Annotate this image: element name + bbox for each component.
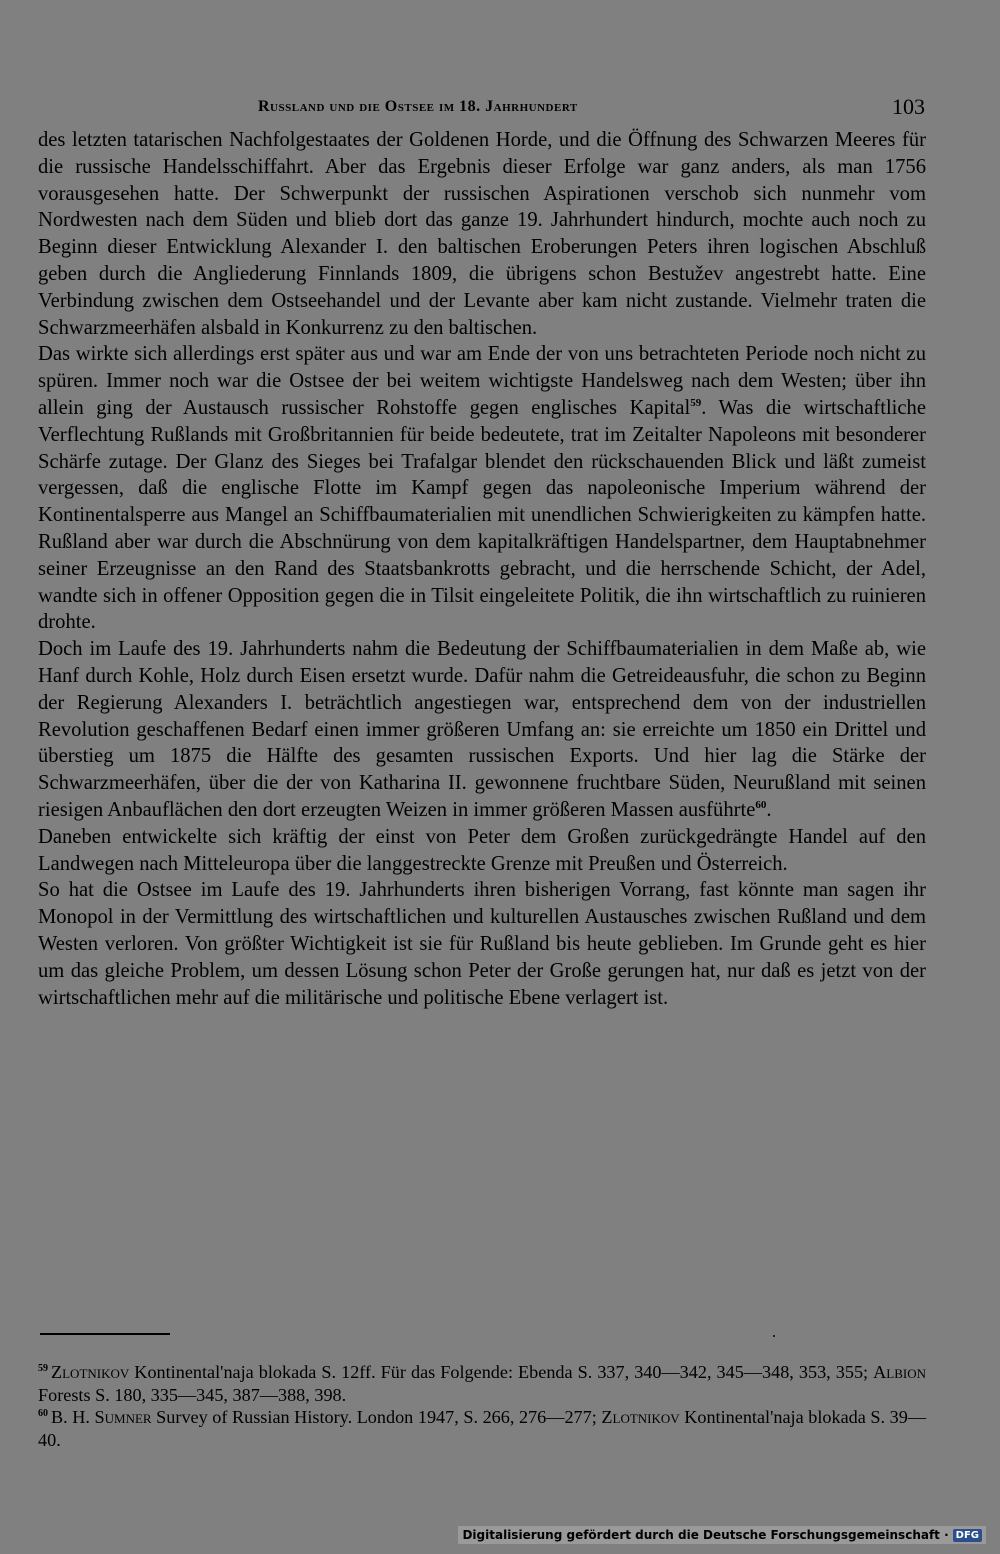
paragraph: Das wirkte sich allerdings erst später aus und war am Ende der von uns betrachteten Periode noch nicht zu spüren. Immer noch war die Ostsee der bei weitem wichtigste Handelsweg nach dem Westen; über ihn allein ging der Austausch russischer Rohstoffe gegen englisches Kapital$^{59}$. Was die wirtschaftliche Verflechtung Rußlands mit Großbritannien für beide bedeutete, trat im Zeitalter Napoleons mit besonderer Schärfe zutage. Der Glanz des Sieges bei Trafalgar blendet den rückschauenden Blick und läßt zumeist vergessen, daß die englische Flotte im Kampf gegen das napoleonische Imperium während der Kontinentalsperre aus Mangel an Schiffbaumaterialien mit unendlichen Schwierigkeiten zu kämpfen hatte. Rußland aber war durch die Abschnürung von dem kapitalkräftigen Handelspartner, dem Hauptabnehmer seiner Erzeugnisse an den Rand des Staatsbankrotts gebracht, und die herrschende Schicht, der Adel, wandte sich in offener Opposition gegen die in Tilsit eingeleitete Politik, die ihn wirtschaftlich zu ruinieren drohte. (38, 343, 926, 634)
credit-text: Digitalisierung gefördert durch die Deutsche Forschungsgemeinschaft · (462, 1528, 949, 1542)
paragraph: Doch im Laufe des 19. Jahrhunderts nahm die Bedeutung der Schiffbaumaterialien in dem Maße ab, wie Hanf durch Kohle, Holz durch Eisen ersetzt wurde. Dafür nahm die Getreideausfuhr, die schon zu Beginn der Regierung Alexanders I. beträchtlich angestiegen war, entsprechend dem von der industriellen Revolution geschaffenen Bedarf einen immer größeren Umfang an: sie erreichte um 1850 ein Drittel und überstieg um 1875 die Hälfte des gesamten russischen Exports. Und hier lag die Stärke der Schwarzmeerhäfen, über die der von Katharina II. gewonnene fruchtbare Süden, Neurußland mit seinen riesigen Anbauflächen den dort erzeugten Weizen in immer größeren Massen ausführte$^{60}$. (38, 638, 926, 821)
paragraph: So hat die Ostsee im Laufe des 19. Jahrhunderts ihren bisherigen Vorrang, fast könnte man sagen ihr Monopol in der Vermittlung des wirtschaftlichen und kulturellen Austausches zwischen Rußland und dem Westen verloren. Von größter Wichtigkeit ist sie für Rußland bis heute geblieben. Im Grunde geht es hier um das gleiche Problem, um dessen Lösung schon Peter der Große gerungen hat, nur daß es jetzt von der wirtschaftlichen mehr auf die militärische und politische Ebene verlagert ist. (38, 879, 926, 1009)
paragraph: des letzten tatarischen Nachfolgestaates der Goldenen Horde, und die Öffnung des Schwarzen Meeres für die russische Handelsschiffahrt. Aber das Ergebnis dieser Erfolge war ganz anders, als man 1756 vorausgesehen hatte. Der Schwerpunkt der russischen Aspirationen verschob sich nunmehr vom Nordwesten nach dem Süden und blieb dort das ganze 19. Jahrhundert hindurch, mochte auch noch zu Beginn dieser Entwicklung Alexander I. den baltischen Eroberungen Peters ihren logischen Abschluß geben durch die Angliederung Finnlands 1809, die übrigens schon Bestužev angestrebt hatte. Eine Verbindung zwischen dem Ostseehandel und der Levante aber kam nicht zustande. Vielmehr traten die Schwarzmeerhäfen alsbald in Konkurrenz zu den baltischen. (38, 129, 926, 339)
footnote: $^{59}$ Zlotnikov Kontinental'naja blokada S. 12ff. Für das Folgende: Ebenda S. 337, 340—342, 345—348, 353, 355; Albion Forests S. 180, 335—345, 387—388, 398. (38, 1362, 926, 1405)
running-head: Russland und die Ostsee im 18. Jahrhundert (258, 98, 578, 115)
digitization-credit (458, 1526, 986, 1544)
dfg-logo: DFG (953, 1529, 982, 1542)
paragraph: Daneben entwickelte sich kräftig der einst von Peter dem Großen zurückgedrängte Handel auf den Landwegen nach Mitteleuropa über die langgestreckte Grenze mit Preußen und Österreich. (38, 825, 926, 875)
footnote-number: 59 (38, 1362, 48, 1374)
footnotes (38, 1361, 926, 1451)
footnote: $^{60}$ B. H. Sumner Survey of Russian History. London 1947, S. 266, 276—277; Zlotnikov Kontinental'naja blokada S. 39—40. (38, 1407, 927, 1450)
footnote-number: 60 (38, 1407, 48, 1419)
scan-speck (773, 1335, 775, 1337)
body-text (38, 127, 926, 1011)
footnote-divider (40, 1333, 170, 1335)
footnote-ref: 60 (755, 799, 767, 812)
footnote-ref: 59 (690, 397, 702, 410)
page-number: 103 (892, 94, 925, 119)
